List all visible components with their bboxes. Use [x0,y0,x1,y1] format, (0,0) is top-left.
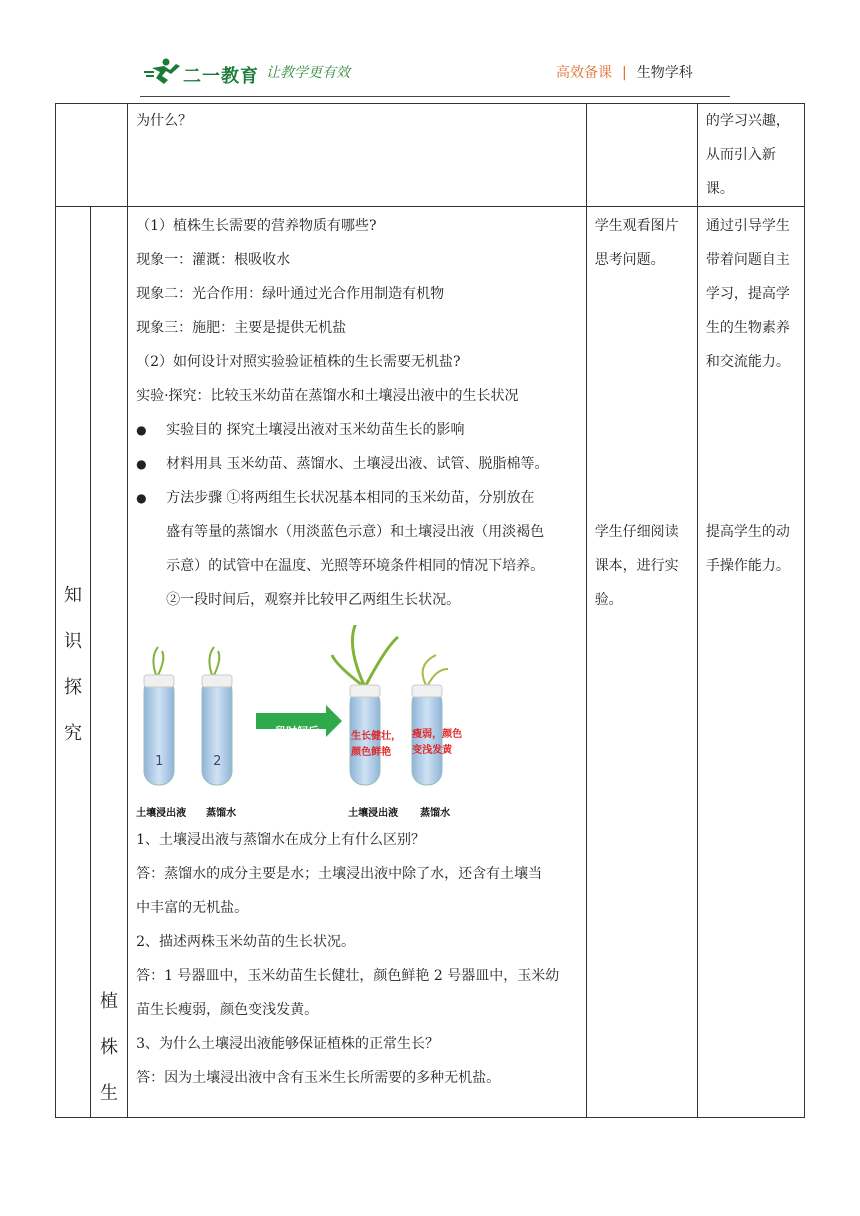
qa-line: 3、为什么土壤浸出液能够保证植株的正常生长？ [136,1036,439,1052]
experiment-figure [136,617,580,823]
purpose-line: 和交流能力。 [705,354,790,370]
logo-text: 二一教育 [183,66,259,87]
bullet-item [136,447,580,481]
section-title-char: 究 [64,723,83,744]
bullet-item [136,481,580,515]
bullet-dot-icon: ● [136,457,147,471]
method-line: 示意）的试管中在温度、光照等环境条件相同的情况下培养。 [166,558,545,574]
table-cell [56,104,128,207]
header-course-label: 高效备课 [556,65,612,81]
qa-line: 2、描述两株玉米幼苗的生长状况。 [136,934,355,950]
figure-label: 土壤浸出液 [348,808,399,819]
table-cell [586,104,697,207]
purpose-line: 学习，提高学 [705,286,790,302]
student-line: 思考问题。 [594,252,665,268]
method-line: ②一段时间后，观察并比较甲乙两组生长状况。 [166,592,461,608]
subsection-title-cell [91,207,128,1118]
annotation-line: 颜色鲜艳 [351,747,392,758]
runner-logo-icon [142,56,184,86]
subsection-title-char: 株 [100,1037,119,1058]
table-row [56,104,805,207]
content-line: 现象一：灌溉：根吸收水 [136,252,291,268]
figure-annotation [412,727,462,759]
bullet-text: 实验目的 探究土壤浸出液对玉米幼苗生长的影响 [166,422,465,438]
content-line: （2）如何设计对照实验验证植株的生长需要无机盐? [136,354,461,370]
tube-number: 2 [213,754,222,769]
student-line: 学生观看图片 [594,218,679,234]
annotation-line: 瘦弱，颜色 [412,729,463,740]
annotation-line: 变浅发黄 [412,745,453,756]
method-line: 盛有等量的蒸馏水（用淡蓝色示意）和土壤浸出液（用淡褐色 [166,524,545,540]
figure-annotation [351,729,401,761]
purpose-line: 生的生物素养 [705,320,790,336]
purpose-line: 手操作能力。 [705,558,790,574]
arrow-label: 一段时间后 [264,725,320,738]
bullet-item [136,413,580,447]
tube-number: 1 [155,754,164,769]
header-divider [140,96,730,97]
qa-line: 答：1 号器皿中，玉米幼苗生长健壮，颜色鲜艳 2 号器皿中，玉米幼 [136,968,560,984]
bullet-text: 方法步骤 ①将两组生长状况基本相同的玉米幼苗，分别放在 [166,490,535,506]
content-line: （1）植株生长需要的营养物质有哪些? [136,218,377,234]
page-header [0,0,860,100]
bullet-dot-icon: ● [136,491,147,505]
content-line: 实验·探究：比较玉米幼苗在蒸馏水和土壤浸出液中的生长状况 [136,388,519,404]
qa-line: 答：因为土壤浸出液中含有玉米生长所需要的多种无机盐。 [136,1070,501,1086]
subsection-title-char: 植 [100,991,119,1012]
figure-label: 蒸馏水 [420,808,451,819]
section-title-cell [56,207,91,1118]
slogan: 让教学更有效 [266,65,350,81]
lesson-table [55,103,805,1118]
row1-content: 为什么？ [136,113,193,129]
student-line: 学生仔细阅读 [594,524,679,540]
section-title-char: 识 [64,631,83,652]
content-line: 现象二：光合作用：绿叶通过光合作用制造有机物 [136,286,445,302]
student-line: 课本，进行实 [594,558,679,574]
purpose-line: 通过引导学生 [705,218,790,234]
figure-label: 蒸馏水 [206,808,237,819]
qa-line: 苗生长瘦弱，颜色变浅发黄。 [136,1002,319,1018]
subsection-title-char: 生 [100,1083,119,1104]
qa-line: 1、土壤浸出液与蒸馏水在成分上有什么区别？ [136,832,425,848]
section-title-char: 知 [64,585,83,606]
section-title-char: 探 [64,677,83,698]
table-cell [697,104,804,207]
header-separator: | [622,65,627,81]
purpose-line: 带着问题自主 [705,252,790,268]
header-subject-label: 生物学科 [636,65,693,81]
header-right [556,62,693,82]
qa-line: 中丰富的无机盐。 [136,900,249,916]
qa-line: 答：蒸馏水的成分主要是水；土壤浸出液中除了水，还含有土壤当 [136,866,543,882]
row1-purpose-line: 的学习兴趣， [705,113,790,129]
row1-purpose-line: 从而引入新 [705,147,776,163]
table-cell [128,104,587,207]
design-purpose-cell [697,207,804,1118]
content-cell [128,207,587,1118]
purpose-line: 提高学生的动 [705,524,790,540]
annotation-line: 生长健壮， [351,731,402,742]
table-row [56,207,805,1118]
row1-purpose-line: 课。 [705,181,734,197]
content-line: 现象三：施肥：主要是提供无机盐 [136,320,347,336]
figure-label: 土壤浸出液 [136,808,187,819]
bullet-text: 材料用具 玉米幼苗、蒸馏水、土壤浸出液、试管、脱脂棉等。 [166,456,549,472]
bullet-dot-icon: ● [136,423,147,437]
student-activity-cell [586,207,697,1118]
student-line: 验。 [594,592,623,608]
